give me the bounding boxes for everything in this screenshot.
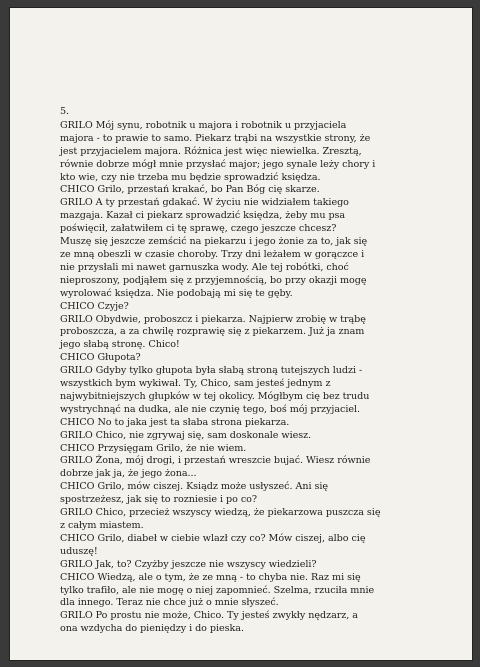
- text-line: CHICO Czyje?: [60, 300, 129, 312]
- text-line: wszystkich bym wykiwał. Ty, Chico, sam jesteś jednym z: [60, 378, 331, 390]
- text-line: dobrze jak ja, że jego żona...: [60, 468, 197, 480]
- text-line: GRILO Mój synu, robotnik u majora i robotnik u przyjaciela: [60, 119, 347, 131]
- text-line: kto wie, czy nie trzeba mu będzie sprowadzić księdza.: [60, 171, 321, 183]
- text-line: poświęcił, załatwiłem ci tę sprawę, czego jeszcze chcesz?: [60, 223, 337, 235]
- text-line: nieproszony, podjąłem się z przyjemnością, bo przy okazji mogę: [60, 274, 367, 286]
- text-line: GRILO Żona, mój drogi, i przestań wreszcie bujać. Wiesz równie: [60, 455, 371, 467]
- text-line: z całym miastem.: [60, 520, 144, 531]
- text-line: GRILO Obydwie, proboszcz i piekarza. Najpierw zrobię w trąbę: [60, 313, 366, 325]
- text-line: GRILO Jak, to? Czyżby jeszcze nie wszyscy wiedzieli?: [60, 558, 317, 570]
- text-line: jest przyjacielem majora. Różnica jest więc niewielka. Zresztą,: [60, 145, 362, 157]
- text-line: CHICO Przysięgam Grilo, że nie wiem.: [60, 442, 247, 454]
- text-line: GRILO A ty przestań gdakać. W życiu nie widziałem takiego: [60, 197, 349, 209]
- text-line: wystrychnąć na dudka, ale nie czynię tego, boś mój przyjaciel.: [60, 403, 361, 415]
- text-line: uduszę!: [60, 545, 98, 557]
- text-line: CHICO No to jaka jest ta słaba strona piekarza.: [60, 416, 290, 428]
- text-line: GRILO Chico, przecież wszyscy wiedzą, że piekarzowa puszcza się: [60, 507, 381, 519]
- text-line: proboszcza, a za chwilę rozprawię się z piekarzem. Już ja znam: [60, 326, 365, 338]
- text-line: najwybitniejszych głupków w tej okolicy. Mógłbym cię bez trudu: [60, 390, 370, 402]
- text-line: mazgaja. Kazał ci piekarz sprowadzić księdza, żeby mu psa: [60, 210, 346, 222]
- text-line: ona wzdycha do pieniędzy i do pieska.: [60, 623, 244, 635]
- text-line: CHICO Głupota?: [60, 352, 141, 364]
- text-line: nie przysłali mi nawet garnuszka wody. Ale tej robótki, choć: [60, 261, 349, 273]
- text-line: GRILO Chico, nie zgrywaj się, sam doskonale wiesz.: [60, 429, 312, 441]
- text-line: CHICO Wiedzą, ale o tym, że ze mną - to chyba nie. Raz mi się: [60, 571, 361, 583]
- document-page: [10, 8, 472, 660]
- dialogue-lines: [60, 120, 460, 636]
- text-line: majora - to prawie to samo. Piekarz trąbi na wszystkie strony, że: [60, 132, 371, 144]
- text-line: wyrolować księdza. Nie podobają mi się te gęby.: [60, 287, 293, 299]
- text-line: ze mną obeszli w czasie choroby. Trzy dni leżałem w gorączce i: [60, 248, 365, 260]
- text-line: tylko trafiło, ale nie mogę o niej zapomnieć. Szelma, rzuciła mnie: [60, 584, 375, 596]
- text-line: GRILO Gdyby tylko głupota była słabą stroną tutejszych ludzi -: [60, 365, 363, 377]
- text-line: jego słabą stronę. Chico!: [60, 339, 180, 351]
- script-text: [60, 106, 460, 636]
- text-line: równie dobrze mógł mnie przysłać major; jego synale leży chory i: [60, 158, 376, 170]
- page-number: 5.: [60, 106, 70, 117]
- text-line: CHICO Grilo, diabeł w ciebie wlazł czy co? Mów ciszej, albo cię: [60, 532, 366, 544]
- text-line: CHICO Grilo, przestań krakać, bo Pan Bóg cię skarze.: [60, 184, 320, 196]
- text-line: Muszę się jeszcze zemścić na piekarzu i jego żonie za to, jak się: [60, 236, 368, 248]
- text-line: dla innego. Teraz nie chce już o mnie słyszeć.: [60, 597, 279, 609]
- text-line: GRILO Po prostu nie może, Chico. Ty jesteś zwykły nędzarz, a: [60, 610, 358, 622]
- text-line: CHICO Grilo, mów ciszej. Ksiądz może usłyszeć. Ani się: [60, 481, 329, 493]
- text-line: spostrzeżesz, jak się to rozniesie i po co?: [60, 494, 257, 506]
